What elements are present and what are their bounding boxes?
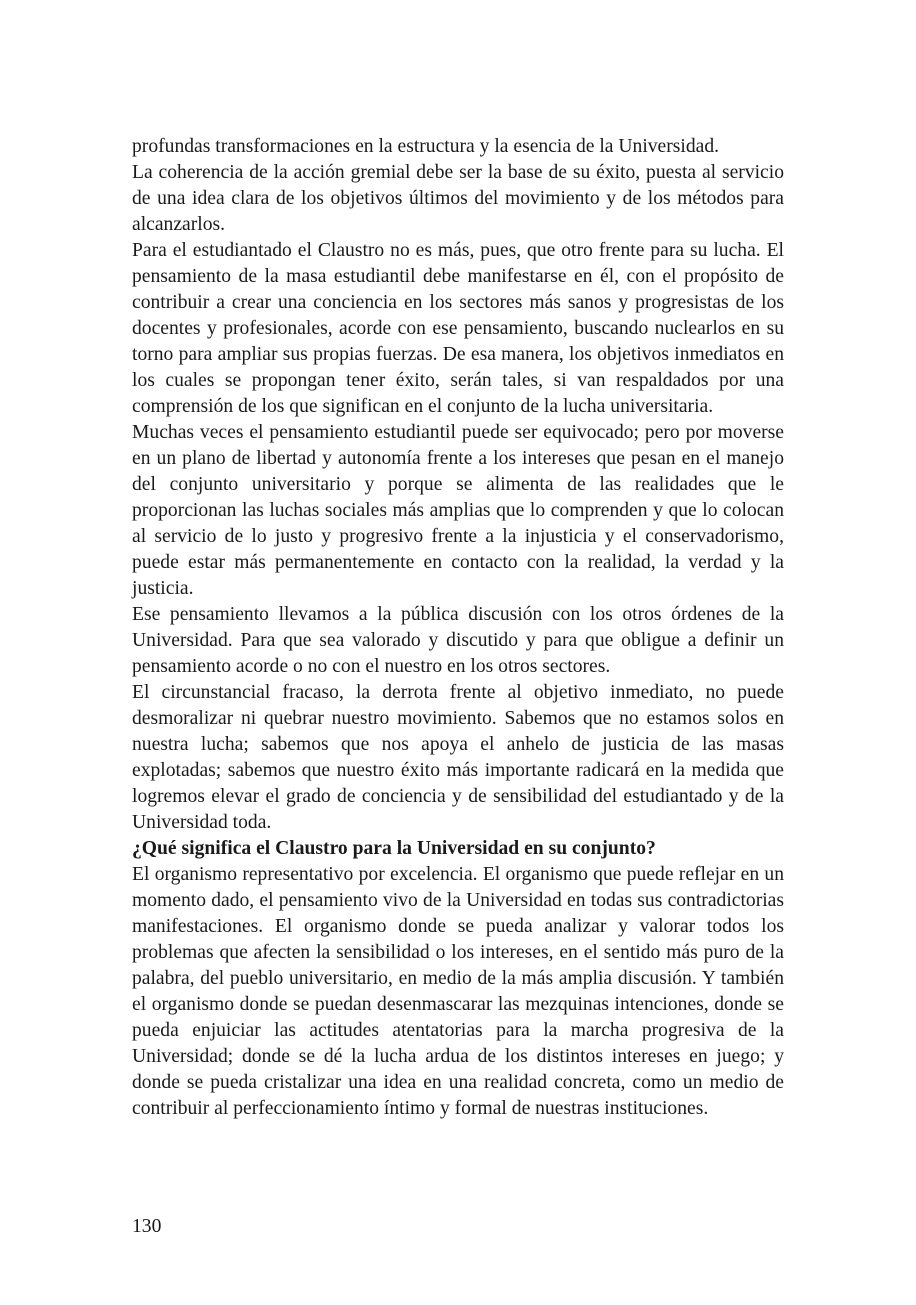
paragraph-1: profundas transformaciones en la estructura y la esencia de la Universidad.: [132, 136, 720, 157]
paragraph-7: El organismo representativo por excelencia. El organismo que puede reflejar en un momento dado, el pensamiento vivo de la Universidad en todas sus contradictorias manifestaciones. El organismo donde se pueda analizar y valorar todos los problemas que afecten la sensibilidad o los intereses, en el sentido más puro de la palabra, del pueblo universitario, en medio de la más amplia discusión. Y también el organismo donde se puedan desenmascarar las mezquinas intenciones, donde se pueda enjuiciar las actitudes atentatorias para la marcha progresiva de la Universidad; donde se dé la lucha ardua de los distintos intereses en juego; y donde se pueda cristalizar una idea en una realidad concreta, como un medio de contribuir al perfeccionamiento íntimo y formal de nuestras instituciones.: [132, 864, 784, 1119]
section-heading: ¿Qué significa el Claustro para la Universidad en su conjunto?: [132, 838, 656, 859]
body-text: [132, 134, 784, 1122]
paragraph-4: Muchas veces el pensamiento estudiantil puede ser equivocado; pero por moverse en un plano de libertad y autonomía frente a los intereses que pesan en el manejo del conjunto universitario y porque se alimenta de las realidades que le proporcionan las luchas sociales más amplias que lo comprenden y que lo colocan al servicio de lo justo y progresivo frente a la injusticia y el conservadorismo, puede estar más permanentemente en contacto con la realidad, la verdad y la justicia.: [132, 422, 784, 599]
paragraph-3: Para el estudiantado el Claustro no es más, pues, que otro frente para su lucha. El pensamiento de la masa estudiantil debe manifestarse en él, con el propósito de contribuir a crear una conciencia en los sectores más sanos y progresistas de los docentes y profesionales, acorde con ese pensamiento, buscando nuclearlos en su torno para ampliar sus propias fuerzas. De esa manera, los objetivos inmediatos en los cuales se propongan tener éxito, serán tales, si van respaldados por una comprensión de los que significan en el conjunto de la lucha universitaria.: [132, 240, 784, 417]
paragraph-2: La coherencia de la acción gremial debe ser la base de su éxito, puesta al servicio de una idea clara de los objetivos últimos del movimiento y de los métodos para alcanzarlos.: [132, 162, 784, 235]
paragraph-5: Ese pensamiento llevamos a la pública discusión con los otros órdenes de la Universidad. Para que sea valorado y discutido y para que obligue a definir un pensamiento acorde o no con el nuestro en los otros sectores.: [132, 604, 784, 677]
page-number: 130: [132, 1216, 162, 1237]
paragraph-6: El circunstancial fracaso, la derrota frente al objetivo inmediato, no puede desmoralizar ni quebrar nuestro movimiento. Sabemos que no estamos solos en nuestra lucha; sabemos que nos apoya el anhelo de justicia de las masas explotadas; sabemos que nuestro éxito más importante radicará en la medida que logremos elevar el grado de conciencia y de sensibilidad del estudiantado y de la Universidad toda.: [132, 682, 784, 833]
